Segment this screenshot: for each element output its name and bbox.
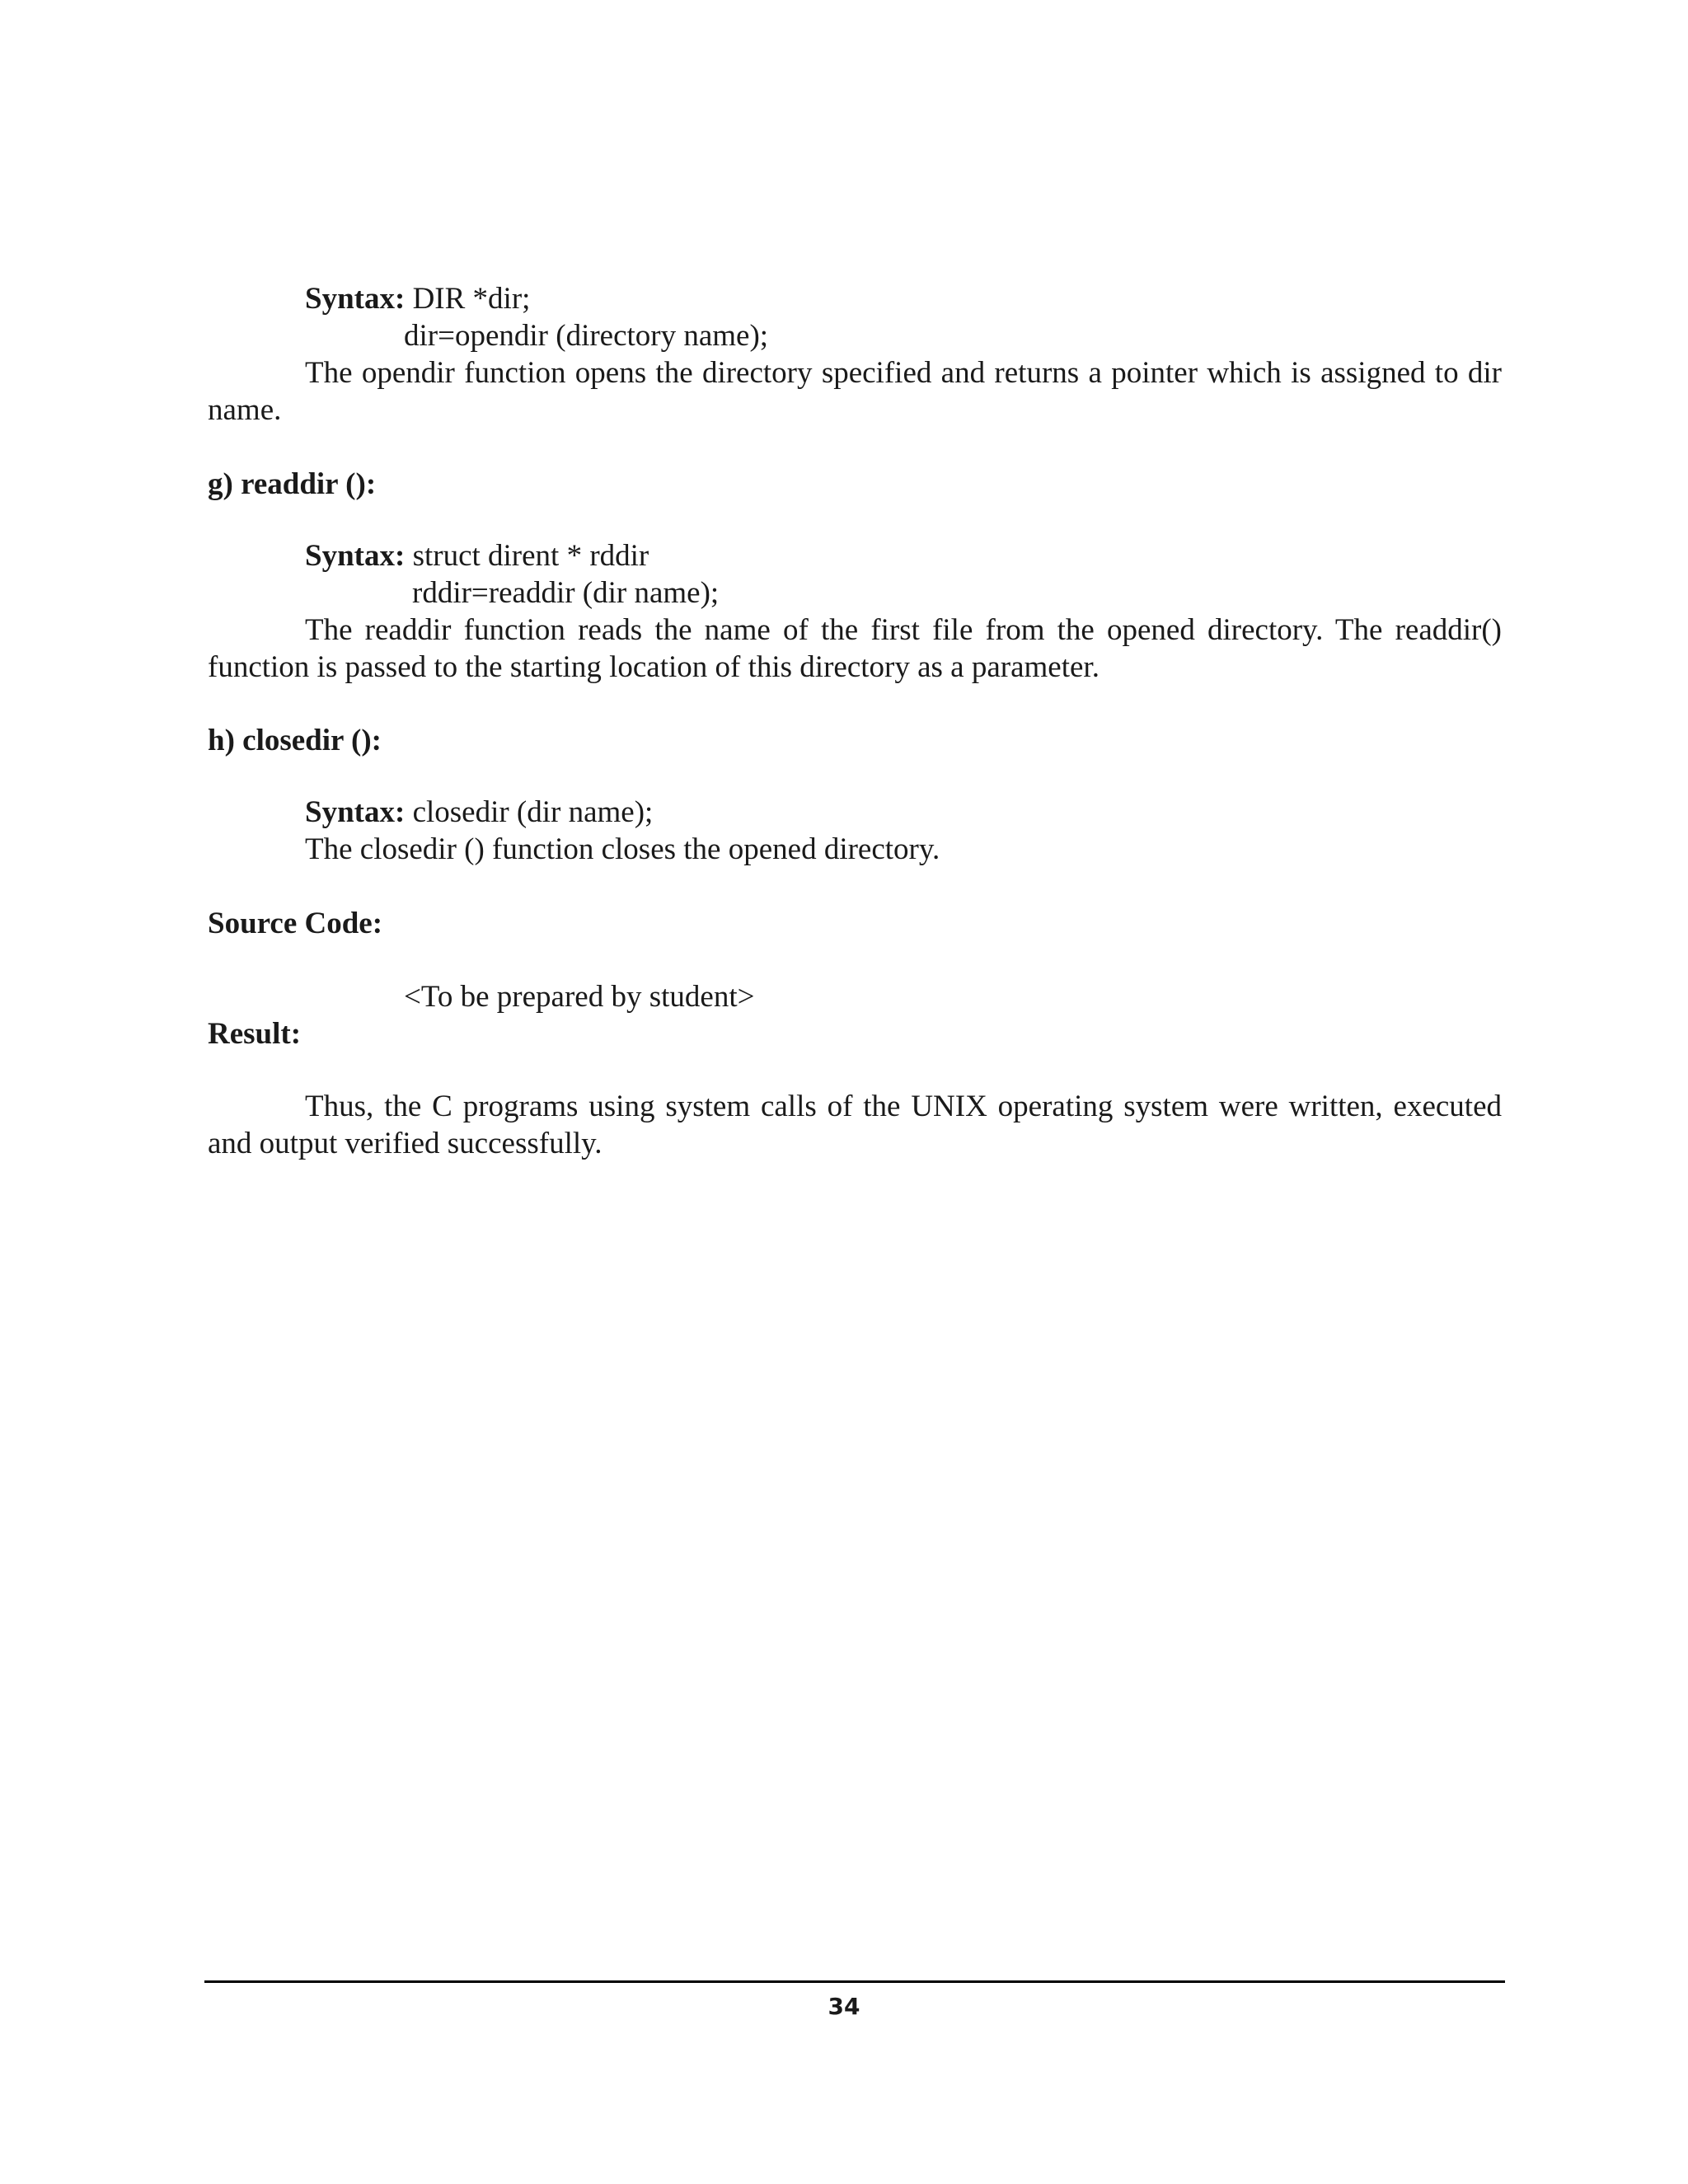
opendir-syntax-line2: dir=opendir (directory name); — [404, 319, 769, 353]
syntax-label: Syntax: — [305, 282, 406, 316]
syntax-code: closedir (dir name); — [412, 795, 654, 829]
readdir-syntax-line1 — [305, 537, 649, 574]
closedir-syntax-line1 — [305, 794, 653, 831]
closedir-heading: h) closedir (): — [208, 724, 382, 757]
opendir-syntax-line1 — [305, 280, 530, 317]
readdir-description: The readdir function reads the name of the first file from the opened directory. The readdir() function is passed to the starting location of this directory as a parameter. — [208, 613, 1502, 684]
syntax-label: Syntax: — [305, 795, 406, 829]
syntax-code: struct dirent * rddir — [412, 539, 649, 573]
result-text: Thus, the C programs using system calls of the UNIX operating system were written, executed and output verified successfully. — [208, 1090, 1502, 1160]
syntax-label: Syntax: — [305, 539, 406, 573]
opendir-description: The opendir function opens the directory specified and returns a pointer which is assigned to dir name. — [208, 356, 1502, 427]
syntax-code: DIR *dir; — [412, 282, 531, 316]
footer-rule — [204, 1980, 1505, 1983]
source-code-placeholder: <To be prepared by student> — [404, 980, 755, 1014]
readdir-heading: g) readdir (): — [208, 467, 377, 501]
source-code-heading: Source Code: — [208, 907, 383, 940]
readdir-syntax-line2: rddir=readdir (dir name); — [412, 576, 720, 610]
closedir-description: The closedir () function closes the opened directory. — [305, 832, 940, 866]
page-number: 34 — [828, 1993, 860, 2020]
result-heading: Result: — [208, 1017, 302, 1051]
